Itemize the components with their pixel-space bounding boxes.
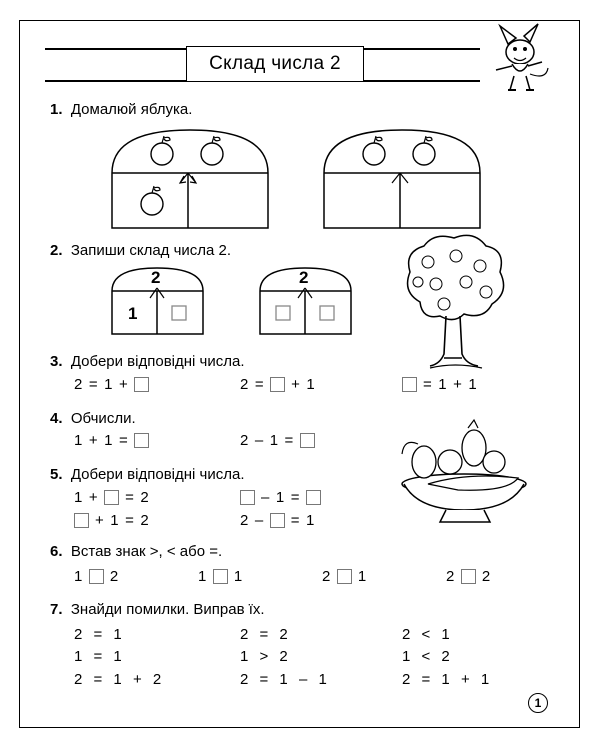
sign-box[interactable]	[89, 569, 104, 584]
answer-box[interactable]	[240, 490, 255, 505]
page-title: Склад числа 2	[186, 46, 364, 82]
task-7-cell: 2 = 1 + 1	[402, 671, 490, 688]
answer-box[interactable]	[300, 433, 315, 448]
task-6-pair-4: 2 2	[446, 568, 491, 585]
task-2-heading: 2. Запиши склад числа 2.	[50, 242, 232, 259]
answer-box[interactable]	[134, 377, 149, 392]
house-top-number: 2	[151, 268, 161, 287]
task-6-pair-2: 1 1	[198, 568, 243, 585]
answer-box[interactable]	[402, 377, 417, 392]
task-6-heading: 6. Встав знак >, < або =.	[50, 543, 223, 560]
house-left-number: 1	[128, 304, 138, 323]
task-7-cell: 1 = 1	[74, 648, 123, 665]
task-4-eq-2: 2 – 1 =	[240, 432, 315, 449]
task-7-cell: 1 > 2	[240, 648, 289, 665]
task-1-house-right	[322, 128, 482, 228]
answer-box[interactable]	[270, 513, 285, 528]
answer-box[interactable]	[270, 377, 285, 392]
task-3-eq-1: 2 = 1 +	[74, 376, 149, 393]
task-4-eq-1: 1 + 1 =	[74, 432, 149, 449]
task-3-eq-2: 2 = + 1	[240, 376, 316, 393]
task-3-eq-3: = 1 + 1	[402, 376, 477, 393]
sign-box[interactable]	[461, 569, 476, 584]
task-4-heading: 4. Обчисли.	[50, 410, 136, 427]
task-5-eq-1: 1 + = 2	[74, 489, 150, 506]
page-number: 1	[528, 693, 548, 713]
task-7-cell: 1 < 2	[402, 648, 451, 665]
mascot-icon	[486, 18, 556, 98]
task-7-heading: 7. Знайди помилки. Виправ їх.	[50, 601, 265, 618]
page-frame	[19, 20, 580, 728]
answer-box[interactable]	[74, 513, 89, 528]
task-6-pair-1: 1 2	[74, 568, 119, 585]
task-5-eq-3: + 1 = 2	[74, 512, 149, 529]
task-7-cell: 2 = 1 + 2	[74, 671, 162, 688]
task-1-house-left	[110, 128, 270, 228]
task-7-cell: 2 = 2	[240, 626, 289, 643]
task-5-eq-4: 2 – = 1	[240, 512, 315, 529]
task-5-eq-2: – 1 =	[240, 489, 321, 506]
task-1-heading: 1. Домалюй яблука.	[50, 101, 193, 118]
task-7-cell: 2 = 1 – 1	[240, 671, 328, 688]
apple-tree-icon	[400, 232, 510, 372]
fruit-bowl-icon	[398, 418, 538, 528]
task-7-cell: 2 < 1	[402, 626, 451, 643]
task-6-pair-3: 2 1	[322, 568, 367, 585]
sign-box[interactable]	[213, 569, 228, 584]
answer-box[interactable]	[306, 490, 321, 505]
task-7-cell: 2 = 1	[74, 626, 123, 643]
answer-box[interactable]	[104, 490, 119, 505]
sign-box[interactable]	[337, 569, 352, 584]
house-top-number-2: 2	[299, 268, 309, 287]
task-3-heading: 3. Добери відповідні числа.	[50, 353, 245, 370]
task-5-heading: 5. Добери відповідні числа.	[50, 466, 245, 483]
answer-box[interactable]	[134, 433, 149, 448]
